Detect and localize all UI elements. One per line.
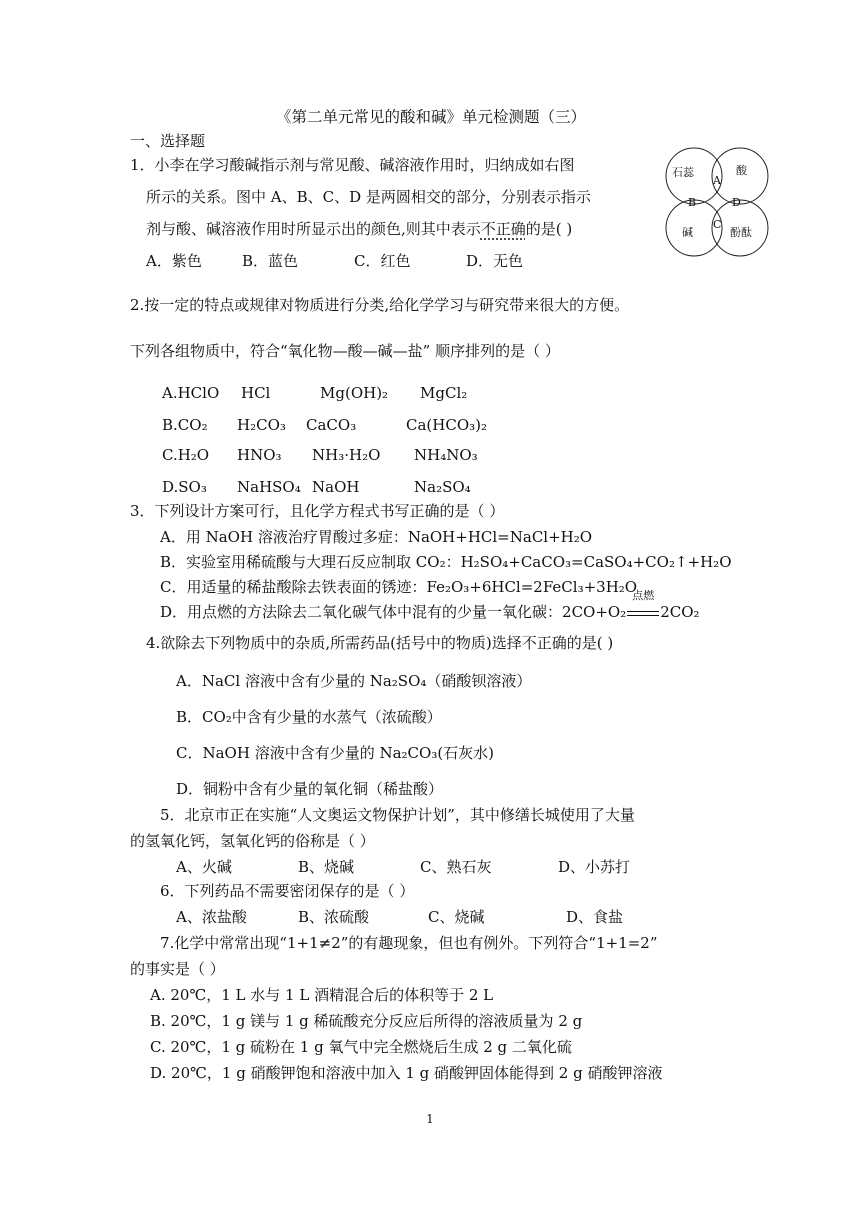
q7-option-a: A. 20℃，1 L 水与 1 L 酒精混合后的体积等于 2 L (150, 986, 494, 1004)
q3-option-d-reactants: D．用点燃的方法除去二氧化碳气体中混有的少量一氧化碳：2CO+O₂ (160, 603, 627, 621)
q2-row-a-col3: Mg(OH)₂ (320, 384, 389, 402)
q2-row-a-col4: MgCl₂ (420, 384, 468, 402)
q2-row-c-col2: HNO₃ (237, 446, 282, 464)
venn-label-base: 碱 (682, 226, 693, 239)
q6-stem: 6．下列药品不需要密闭保存的是（ ） (160, 882, 415, 900)
q1-emphasis: 不正确 (480, 220, 526, 238)
venn-label-litmus: 石蕊 (672, 166, 694, 179)
q2-row-d-col1: D.SO₃ (162, 478, 207, 496)
venn-region-b: B (688, 196, 697, 209)
q2-row-c-col4: NH₄NO₃ (414, 446, 478, 464)
q2-row-d-col3: NaOH (312, 478, 360, 496)
q6-option-a: A、浓盐酸 (176, 908, 247, 926)
q7-text-line1: 7.化学中常常出现“1+1≠2”的有趣现象，但也有例外。下列符合“1+1=2” (160, 934, 658, 952)
q2-text-line1: 2.按一定的特点或规律对物质进行分类,给化学学习与研究带来很大的方便。 (130, 296, 630, 314)
q5-option-c: C、熟石灰 (420, 858, 492, 876)
q5-option-b: B、烧碱 (298, 858, 355, 876)
q1-option-c: C．红色 (354, 252, 411, 270)
q2-row-a-col1: A.HClO (162, 384, 220, 402)
q2-row-b-col1: B.CO₂ (162, 416, 208, 434)
section-heading: 一、选择题 (130, 132, 206, 150)
venn-region-d: D (732, 196, 741, 209)
q2-row-a-col2: HCl (241, 384, 271, 402)
q5-option-d: D、小苏打 (558, 858, 631, 876)
q4-option-b: B．CO₂中含有少量的水蒸气（浓硫酸） (176, 708, 442, 726)
q1-option-d: D．无色 (466, 252, 524, 270)
reaction-condition-arrow (626, 589, 660, 621)
q6-option-b: B、浓硫酸 (298, 908, 370, 926)
q6-option-d: D、食盐 (566, 908, 624, 926)
q5-text-line1: 5．北京市正在实施“人文奥运文物保护计划”，其中修缮长城使用了大量 (160, 806, 635, 824)
q4-stem: 4.欲除去下列物质中的杂质,所需药品(括号中的物质)选择不正确的是( ) (146, 634, 614, 652)
q2-text-line2: 下列各组物质中，符合“氧化物—酸—碱—盐” 顺序排列的是（ ） (130, 342, 560, 360)
q7-option-b: B. 20℃，1 g 镁与 1 g 稀硫酸充分反应后所得的溶液质量为 2 g (150, 1012, 583, 1030)
q1-option-b: B．蓝色 (242, 252, 299, 270)
q4-option-a: A．NaCl 溶液中含有少量的 Na₂SO₄（硝酸钡溶液） (176, 672, 532, 690)
q3-option-b: B．实验室用稀硫酸与大理石反应制取 CO₂：H₂SO₄+CaCO₃=CaSO₄+CO₂↑+H₂O (160, 553, 732, 571)
q7-text-line2: 的事实是（ ） (130, 960, 225, 978)
q3-option-d (160, 589, 700, 621)
q1-text-line3-end: 的是( ) (525, 220, 573, 238)
q2-row-c-col3: NH₃·H₂O (312, 446, 381, 464)
q5-text-line2: 的氢氧化钙，氢氧化钙的俗称是（ ） (130, 832, 375, 850)
page-number: 1 (426, 1112, 434, 1126)
q2-row-c-col1: C.H₂O (162, 446, 210, 464)
q1-text-line3-start: 剂与酸、碱溶液作用时所显示出的颜色,则其中表示 (146, 220, 481, 238)
q1-text-line1: 1．小李在学习酸碱指示剂与常见酸、碱溶液作用时，归纳成如右图 (130, 156, 575, 174)
q4-option-d: D．铜粉中含有少量的氧化铜（稀盐酸） (176, 780, 444, 798)
q7-option-d: D. 20℃，1 g 硝酸钾饱和溶液中加入 1 g 硝酸钾固体能得到 2 g 硝酸钾溶液 (150, 1064, 663, 1082)
indicator-venn-diagram (664, 146, 772, 260)
venn-region-a: A (713, 174, 721, 187)
q3-option-d-product: 2CO₂ (660, 603, 700, 621)
q2-row-b-col2: H₂CO₃ (237, 416, 286, 434)
reaction-condition-label: 点燃 (632, 589, 655, 602)
q3-option-c: C．用适量的稀盐酸除去铁表面的锈迹：Fe₂O₃+6HCl=2FeCl₃+3H₂O (160, 578, 638, 596)
q5-option-a: A、火碱 (176, 858, 232, 876)
venn-label-acid: 酸 (736, 164, 747, 177)
q3-option-a: A．用 NaOH 溶液治疗胃酸过多症：NaOH+HCl=NaCl+H₂O (160, 528, 593, 546)
q1-text-line2: 所示的关系。图中 A、B、C、D 是两圆相交的部分，分别表示指示 (146, 188, 591, 206)
page-title: 《第二单元常见的酸和碱》单元检测题（三） (276, 108, 587, 126)
q2-row-b-col3: CaCO₃ (306, 416, 357, 434)
q2-row-d-col4: Na₂SO₄ (414, 478, 471, 496)
venn-region-c: C (713, 218, 722, 231)
q1-option-a: A．紫色 (146, 252, 202, 270)
q2-row-d-col2: NaHSO₄ (237, 478, 301, 496)
q7-option-c: C. 20℃，1 g 硫粉在 1 g 氧气中完全燃烧后生成 2 g 二氧化硫 (150, 1038, 572, 1056)
q4-option-c: C．NaOH 溶液中含有少量的 Na₂CO₃(石灰水) (176, 744, 495, 762)
q3-stem: 3．下列设计方案可行，且化学方程式书写正确的是（ ） (130, 502, 505, 520)
q6-option-c: C、烧碱 (428, 908, 485, 926)
q1-text-line3 (146, 220, 572, 238)
venn-label-phenolphthalein: 酚酞 (730, 226, 752, 239)
q2-row-b-col4: Ca(HCO₃)₂ (406, 416, 488, 434)
